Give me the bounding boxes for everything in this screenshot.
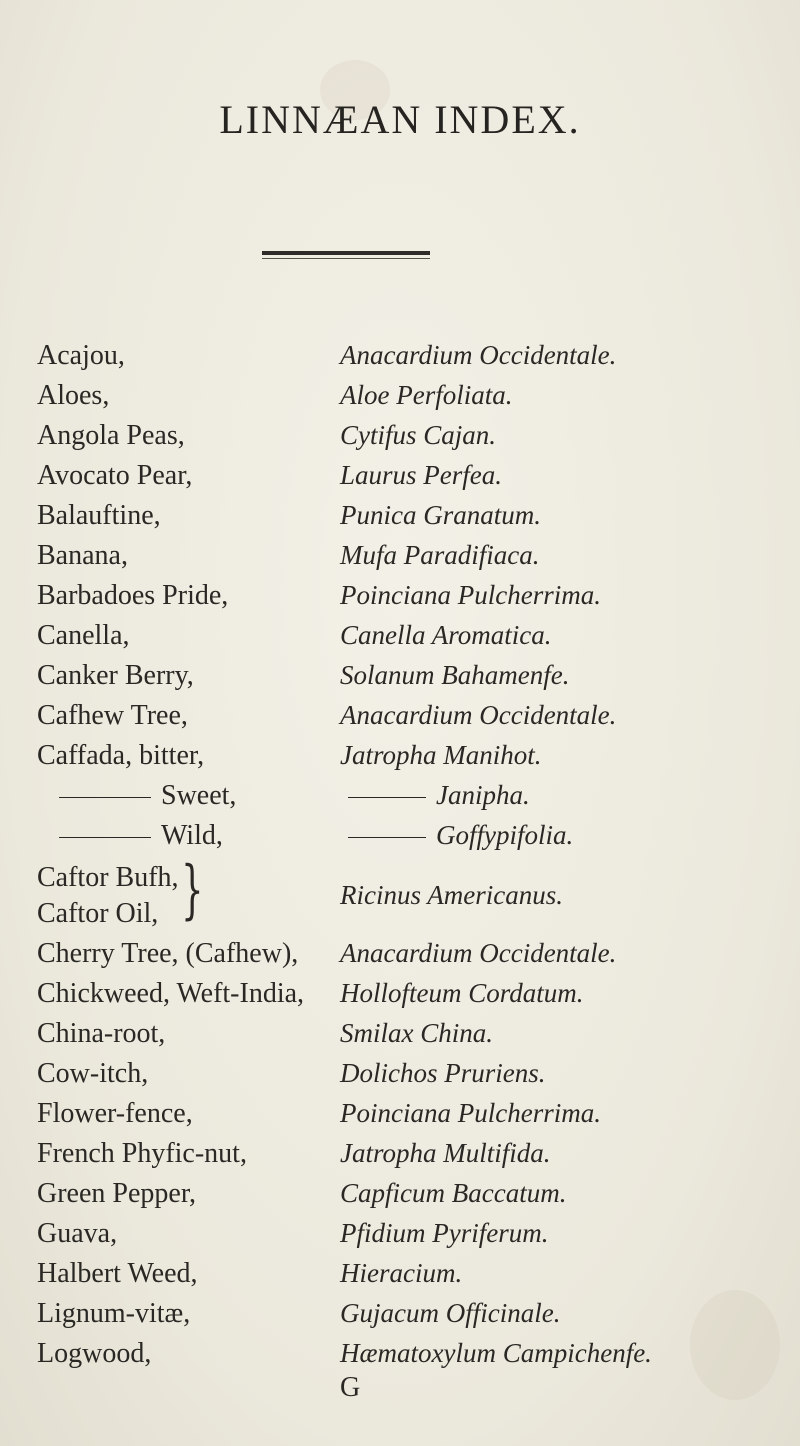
index-entry — [0, 938, 800, 978]
english-name: Canker Berry, — [37, 660, 194, 691]
index-entry — [0, 460, 800, 500]
bracketed-group — [0, 853, 800, 938]
index-entry — [0, 700, 800, 740]
latin-name: Punica Granatum. — [340, 500, 541, 530]
latin-name: Poinciana Pulcherrima. — [340, 580, 601, 610]
index-entry — [0, 1178, 800, 1218]
ditto-dash — [59, 837, 151, 838]
latin-name: Janipha. — [436, 780, 530, 810]
index-entry — [0, 420, 800, 460]
english-sub-entry — [37, 780, 236, 812]
english-name: Cherry Tree, (Cafhew), — [37, 938, 299, 969]
latin-name: Hieracium. — [340, 1258, 463, 1288]
latin-sub-entry — [340, 820, 573, 851]
english-name: Sweet, — [161, 780, 237, 811]
latin-name: Goffypifolia. — [436, 820, 574, 850]
index-entry — [0, 1058, 800, 1098]
latin-name: Capficum Baccatum. — [340, 1178, 567, 1208]
english-name: Angola Peas, — [37, 420, 185, 451]
index-entry — [0, 1298, 800, 1338]
english-name: Canella, — [37, 620, 130, 651]
english-name: Guava, — [37, 1218, 118, 1249]
index-entry — [0, 500, 800, 540]
latin-name: Dolichos Pruriens. — [340, 1058, 546, 1088]
latin-name: Jatropha Manihot. — [340, 740, 542, 770]
index-entry — [0, 340, 800, 380]
ditto-dash — [348, 837, 426, 838]
latin-name: Laurus Perfea. — [340, 460, 502, 490]
english-name: Caftor Bufh, — [37, 862, 179, 893]
english-name: Barbadoes Pride, — [37, 580, 229, 611]
latin-name: Hæmatoxylum Campichenfe. — [340, 1338, 652, 1368]
english-name: Flower-fence, — [37, 1098, 193, 1129]
english-name: Caftor Oil, — [37, 898, 159, 929]
index-entry — [0, 1338, 800, 1378]
english-name: Halbert Weed, — [37, 1258, 198, 1289]
latin-name: Anacardium Occidentale. — [340, 938, 617, 968]
latin-name: Jatropha Multifida. — [340, 1138, 551, 1168]
ditto-dash — [59, 797, 151, 798]
latin-name: Aloe Perfoliata. — [340, 380, 513, 410]
latin-name: Cytifus Cajan. — [340, 420, 497, 450]
index-entry — [0, 620, 800, 660]
english-name: Caffada, bitter, — [37, 740, 205, 771]
english-name: Wild, — [161, 820, 223, 851]
english-name: Banana, — [37, 540, 128, 571]
english-name: Balauftine, — [37, 500, 161, 531]
index-entry — [0, 740, 800, 780]
title-rule-thin — [262, 258, 430, 259]
english-name: Logwood, — [37, 1338, 152, 1369]
latin-name: Poinciana Pulcherrima. — [340, 1098, 601, 1128]
english-name: Lignum-vitæ, — [37, 1298, 191, 1329]
page-title: LINNÆAN INDEX. — [219, 97, 581, 142]
index-entry — [0, 780, 800, 820]
english-name: China-root, — [37, 1018, 166, 1049]
brace-glyph: } — [181, 853, 204, 927]
index-entry — [0, 660, 800, 700]
index-entry — [0, 1018, 800, 1058]
english-name: Chickweed, Weft-India, — [37, 978, 305, 1009]
latin-sub-entry — [340, 780, 530, 811]
english-name: Acajou, — [37, 340, 125, 371]
index-entry — [0, 1218, 800, 1258]
english-name: Cafhew Tree, — [37, 700, 188, 731]
english-name: Aloes, — [37, 380, 110, 411]
latin-name: Mufa Paradifiaca. — [340, 540, 540, 570]
index-entry — [0, 380, 800, 420]
signature-mark: G — [340, 1372, 361, 1403]
latin-name: Ricinus Americanus. — [340, 880, 563, 910]
latin-name: Hollofteum Cordatum. — [340, 978, 584, 1008]
english-name: Avocato Pear, — [37, 460, 193, 491]
latin-name: Gujacum Officinale. — [340, 1298, 561, 1328]
english-sub-entry — [37, 820, 223, 852]
index-entry — [0, 580, 800, 620]
english-name: French Phyfic-nut, — [37, 1138, 247, 1169]
ditto-dash — [348, 797, 426, 798]
index-entry — [0, 1138, 800, 1178]
index-entry — [0, 978, 800, 1018]
english-name: Cow-itch, — [37, 1058, 149, 1089]
latin-name: Anacardium Occidentale. — [340, 700, 617, 730]
latin-name: Smilax China. — [340, 1018, 493, 1048]
index-entry — [0, 820, 800, 860]
index-entry — [0, 1258, 800, 1298]
latin-name: Pfidium Pyriferum. — [340, 1218, 549, 1248]
latin-name: Anacardium Occidentale. — [340, 340, 617, 370]
index-entry — [0, 1098, 800, 1138]
title-rule — [262, 251, 430, 255]
index-entry — [0, 540, 800, 580]
latin-name: Solanum Bahamenfe. — [340, 660, 570, 690]
latin-name: Canella Aromatica. — [340, 620, 552, 650]
english-name: Green Pepper, — [37, 1178, 197, 1209]
